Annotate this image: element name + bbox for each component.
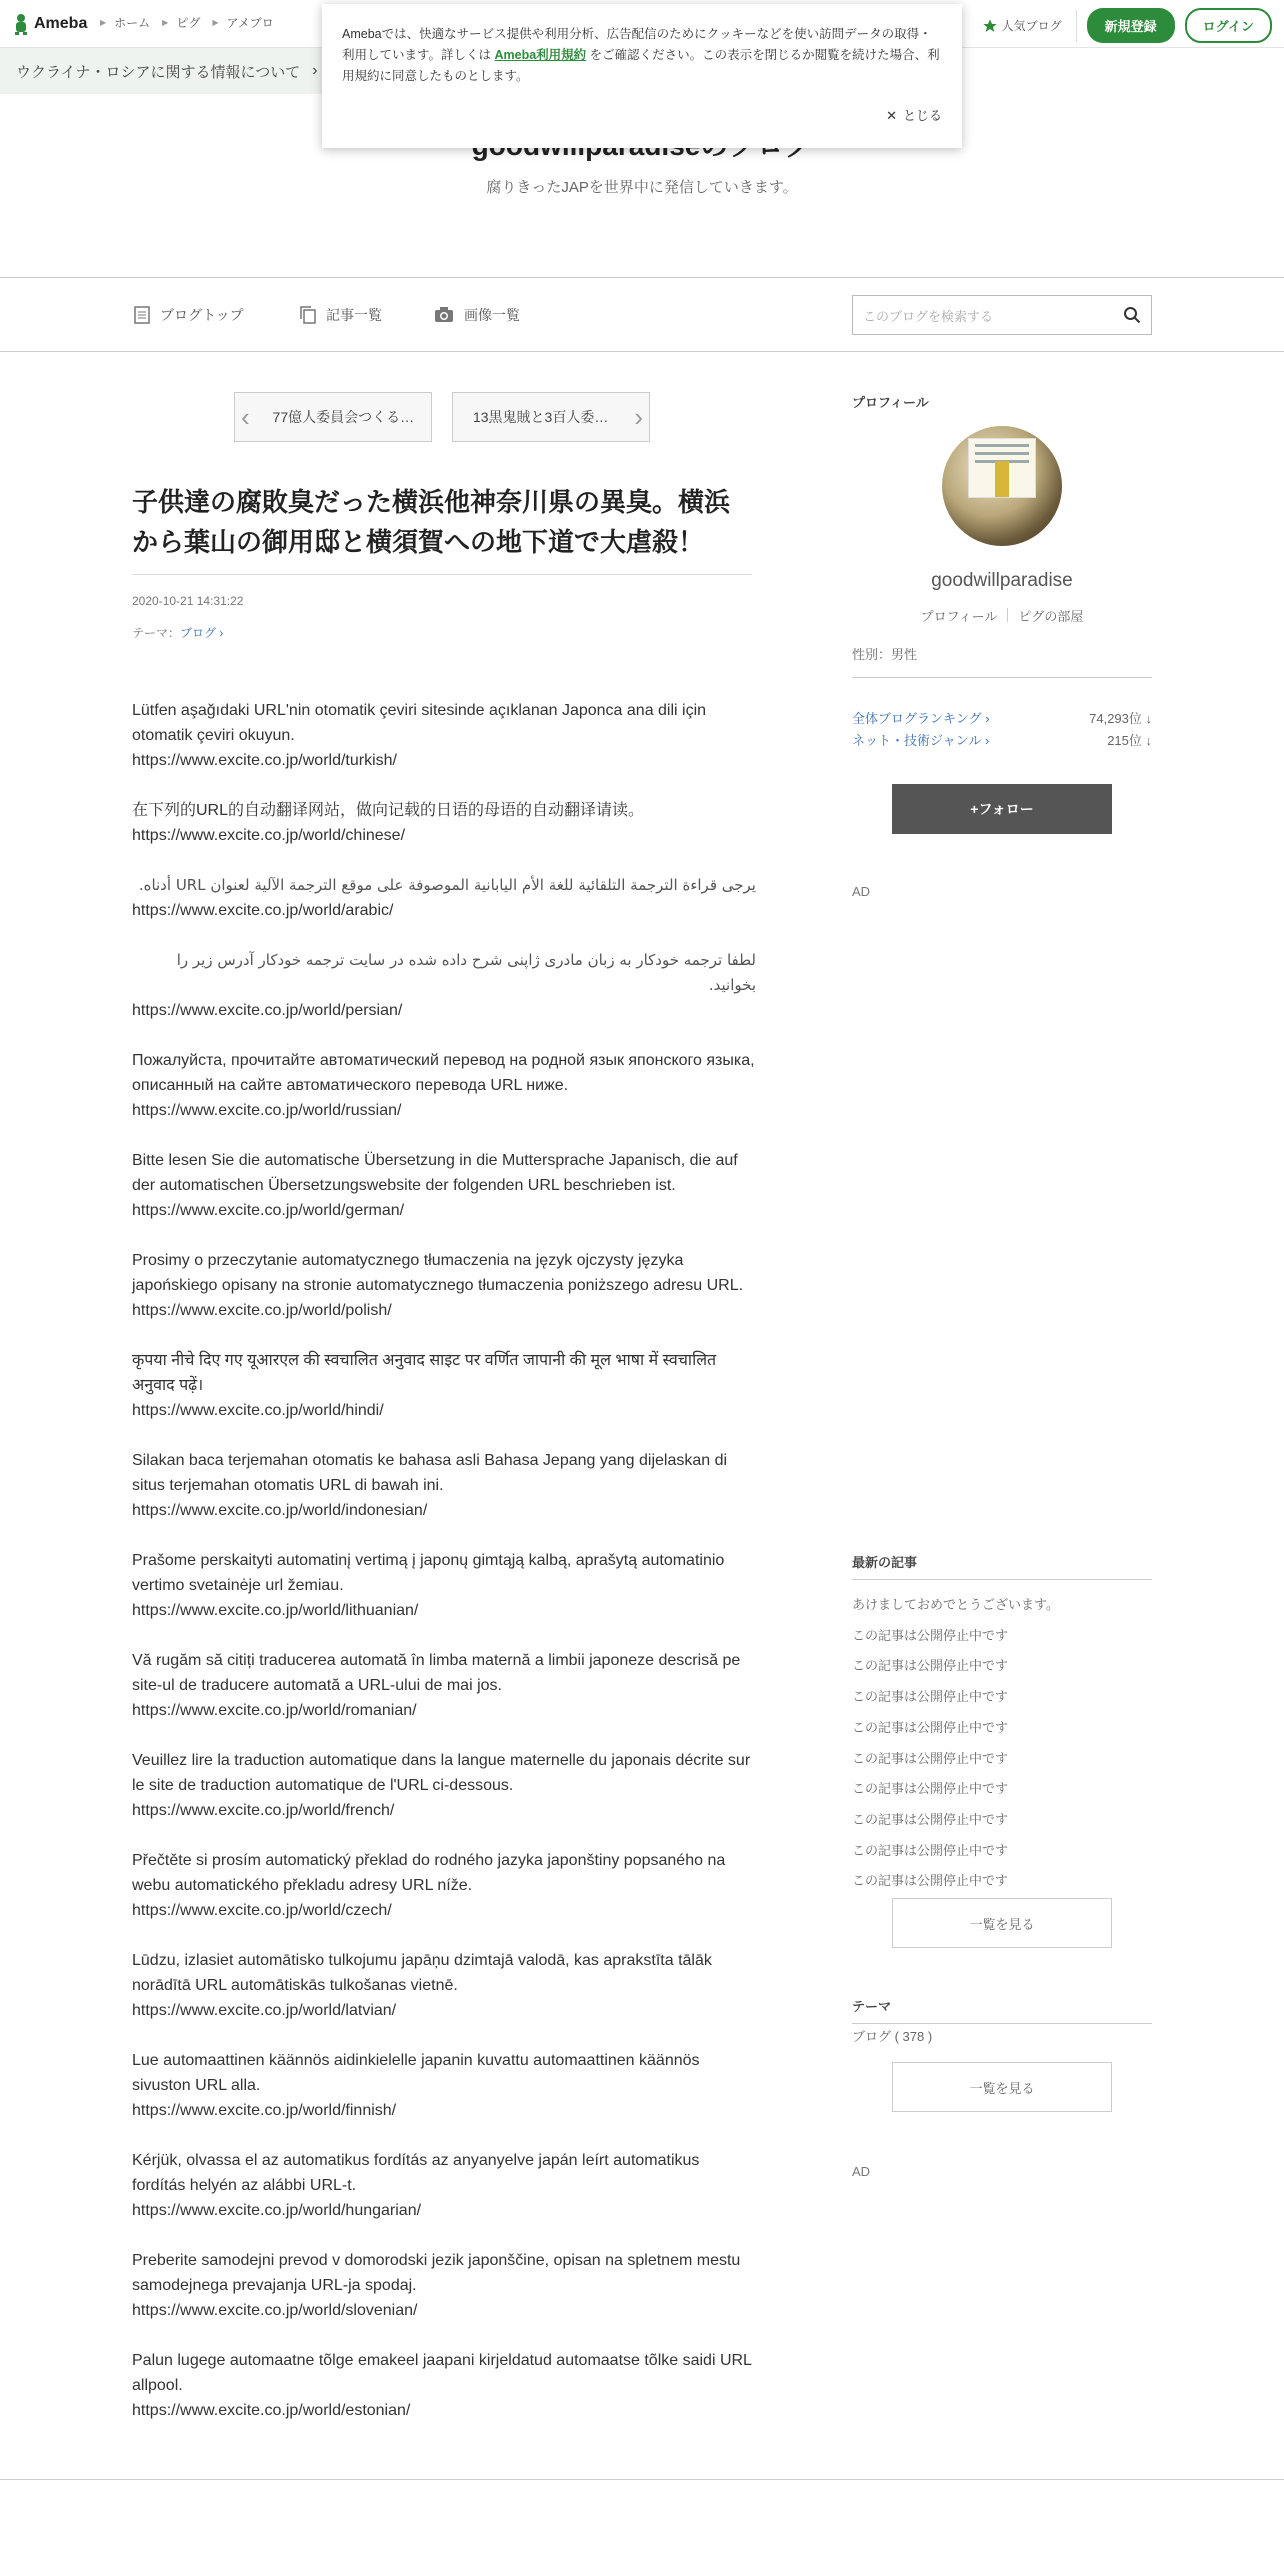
next-article-button[interactable]: 13黒鬼賊と3百人委… ›: [452, 392, 650, 442]
ameba-logo[interactable]: [12, 12, 87, 36]
article-paragraph: [132, 2048, 756, 2123]
article-paragraph: [132, 1248, 756, 1323]
paragraph-text: Vă rugăm să citiți traducerea automată în limba maternă a limbii japoneze descrisă pe site-ul de traducere automată a URL-ului de mai jos.: [132, 1652, 741, 1694]
recent-article-item[interactable]: この記事は公開停止中です: [852, 1750, 1009, 1766]
paragraph-text: Prašome perskaityti automatinį vertimą į japonų gimtąją kalbą, aprašytą automatinio vertimo svetainėje url žemiau.: [132, 1552, 725, 1594]
logo-text: Ameba: [34, 15, 88, 32]
paragraph-url: https://www.excite.co.jp/world/romanian/: [132, 1702, 417, 1719]
info-banner-text: ウクライナ・ロシアに関する情報について: [16, 63, 301, 81]
article-paragraph: [132, 2148, 756, 2223]
chevron-right-icon: ›: [216, 626, 224, 640]
paragraph-text: يرجى قراءة الترجمة التلقائية للغة الأم اليابانية الموصوفة على موقع الترجمة الآلية لعنوان URL أدناه.: [138, 876, 756, 894]
follow-button[interactable]: + フォロー: [892, 784, 1112, 834]
theme-heading: テーマ: [852, 1996, 1152, 2024]
header-actions: [982, 8, 1272, 43]
article-date: 2020-10-21 14:31:22: [132, 594, 244, 608]
recent-article-item[interactable]: この記事は公開停止中です: [852, 1719, 1009, 1735]
info-banner[interactable]: [0, 48, 334, 94]
recent-article-item[interactable]: この記事は公開停止中です: [852, 1781, 1009, 1797]
ranking-row[interactable]: [852, 730, 1152, 749]
paragraph-text: Prosimy o przeczytanie automatycznego tłumaczenia na język ojczysty języka japońskiego opisany na stronie automatycznego tłumaczenia poniższego adresu URL.: [132, 1252, 744, 1294]
profile-avatar[interactable]: [942, 426, 1062, 546]
theme-link[interactable]: ブログ: [180, 626, 217, 640]
article-paragraph: [132, 1848, 756, 1923]
paragraph-url: https://www.excite.co.jp/world/german/: [132, 1202, 405, 1219]
paragraph-text: Kérjük, olvassa el az automatikus fordítás az anyanyelve japán leírt automatikus fordítás helyén az alábbi URL-t.: [132, 2152, 700, 2194]
recent-article-item[interactable]: この記事は公開停止中です: [852, 1658, 1009, 1674]
article-body: [132, 698, 756, 2448]
cookie-consent-dialog: [322, 4, 962, 148]
paragraph-text: कृपया नीचे दिए गए यूआरएल की स्वचालित अनुवाद साइट पर वर्णित जापानी की मूल भाषा में स्वचालित अनुवाद पढ़ें।: [132, 1352, 717, 1394]
popular-blog-link[interactable]: 人気ブログ: [982, 10, 1077, 42]
paragraph-url: https://www.excite.co.jp/world/hindi/: [132, 1402, 384, 1419]
article-paragraph: [132, 1148, 756, 1223]
paragraph-text: Lūdzu, izlasiet automātisko tulkojumu japāņu dzimtajā valodā, kas aprakstīta tālāk norādītā URL automātiskās tulkošanas vietnē.: [132, 1952, 712, 1994]
ranking-value: 74,293位 ↓: [1089, 711, 1152, 726]
theme-item[interactable]: ブログ ( 378 ): [852, 2029, 933, 2044]
cookie-text-2: をご確認ください。この表示を閉じるか閲覧を続けた場合、利用規約に同意したものとします。: [342, 48, 940, 83]
article-paragraph: [132, 1748, 756, 1823]
paragraph-text: Palun lugege automaatne tõlge emakeel jaapani kirjeldatud automaatse tõlke saidi URL allpool.: [132, 2352, 752, 2394]
ranking-value: 215位 ↓: [1107, 733, 1152, 748]
copy-icon: [300, 306, 316, 324]
article-paragraph: [132, 1048, 756, 1123]
star-icon: [982, 18, 998, 34]
paragraph-text: Přečtěte si prosím automatický překlad do rodného jazyka japonštiny popsaného na webu automatického překladu adresy URL níže.: [132, 1852, 726, 1894]
recent-article-item[interactable]: この記事は公開停止中です: [852, 1689, 1009, 1705]
article-paragraph: [132, 798, 756, 848]
recent-article-item[interactable]: この記事は公開停止中です: [852, 1842, 1009, 1858]
cookie-close-button[interactable]: ✕ とじる: [886, 105, 942, 126]
chevron-right-icon: ▶: [162, 18, 169, 27]
paragraph-url: https://www.excite.co.jp/world/lithuanian/: [132, 1602, 419, 1619]
paragraph-text: لطفا ترجمه خودکار به زبان مادری ژاپنی شرح داده شده در سایت ترجمه خودکار آدرس زیر را بخوانید.: [176, 951, 756, 994]
chevron-right-icon: ›: [634, 402, 643, 432]
recent-article-item[interactable]: この記事は公開停止中です: [852, 1873, 1009, 1889]
search-placeholder: このブログを検索する: [863, 308, 994, 324]
paragraph-url: https://www.excite.co.jp/world/czech/: [132, 1902, 392, 1919]
login-button[interactable]: ログイン: [1185, 8, 1272, 43]
ad-label: AD: [852, 884, 871, 899]
paragraph-text: Lütfen aşağıdaki URL'nin otomatik çeviri sitesinde açıklanan Japonca ana dili için otomatik çeviri okuyun.: [132, 702, 707, 744]
paragraph-text: Silakan baca terjemahan otomatis ke bahasa asli Bahasa Jepang yang dijelaskan di situs terjemahan otomatis URL di bawah ini.: [132, 1452, 728, 1494]
paragraph-url: https://www.excite.co.jp/world/russian/: [132, 1102, 402, 1119]
recent-articles-heading: 最新の記事: [852, 1552, 1152, 1580]
profile-links: [852, 606, 1152, 625]
paragraph-text: Preberite samodejni prevod v domorodski jezik japonščine, opisan na spletnem mestu samodejnega prevajanja URL-ja spodaj.: [132, 2252, 741, 2294]
paragraph-url: https://www.excite.co.jp/world/latvian/: [132, 2002, 397, 2019]
image-list-link[interactable]: 画像一覧: [434, 305, 520, 325]
paragraph-url: https://www.excite.co.jp/world/french/: [132, 1802, 395, 1819]
plus-icon: +: [970, 801, 979, 817]
article-paragraph: [132, 1548, 756, 1623]
chevron-right-icon: ▶: [100, 18, 107, 27]
global-nav: [100, 14, 286, 31]
nav-ameblo[interactable]: ▶ アメブロ: [212, 16, 274, 30]
nav-home[interactable]: ▶ ホーム: [100, 16, 151, 30]
profile-heading: プロフィール: [852, 395, 929, 410]
paragraph-url: https://www.excite.co.jp/world/chinese/: [132, 827, 406, 844]
article-theme: テーマ：ブログ ›: [132, 626, 224, 640]
blog-nav: [0, 279, 1284, 352]
paragraph-url: https://www.excite.co.jp/world/hungarian/: [132, 2202, 422, 2219]
article-paragraph: [132, 698, 756, 773]
blog-top-link[interactable]: ブログトップ: [134, 305, 244, 325]
paragraph-url: https://www.excite.co.jp/world/indonesian/: [132, 1502, 428, 1519]
article-paragraph: [132, 1648, 756, 1723]
paragraph-text: Пожалуйста, прочитайте автоматический перевод на родной язык японского языка, описанный на сайте автоматического перевода URL ниже.: [132, 1052, 755, 1094]
entries-list-link[interactable]: 記事一覧: [300, 305, 382, 325]
chevron-right-icon: ›: [312, 62, 318, 79]
recent-article-item[interactable]: この記事は公開停止中です: [852, 1811, 1009, 1827]
paragraph-text: Veuillez lire la traduction automatique dans la langue maternelle du japonais décrite sur le site de traduction automatique de l'URL ci-dessous.: [132, 1752, 751, 1794]
profile-gender: 性別：男性: [852, 644, 1152, 678]
nav-pig[interactable]: ▶ ピグ: [162, 16, 201, 30]
ranking-name[interactable]: 全体ブログランキング ›: [852, 711, 990, 726]
article-paragraph: [132, 2348, 756, 2423]
paragraph-text: Bitte lesen Sie die automatische Übersetzung in die Muttersprache Japanisch, die auf der automatischen Übersetzungswebsite der folgenden URL beschrieben ist.: [132, 1152, 738, 1194]
pig-room-link[interactable]: ピグの部屋: [1018, 609, 1084, 624]
search-icon[interactable]: [1123, 306, 1141, 324]
see-all-themes-button[interactable]: 一覧を見る: [892, 2062, 1112, 2112]
avatar-image: [968, 438, 1036, 498]
document-icon: [134, 306, 150, 324]
chevron-left-icon: ‹: [241, 402, 250, 432]
chevron-right-icon: ▶: [212, 18, 219, 27]
ameba-mascot-icon: [12, 12, 30, 36]
profile-username[interactable]: goodwillparadise: [931, 570, 1073, 591]
camera-icon: [434, 307, 454, 323]
paragraph-url: https://www.excite.co.jp/world/arabic/: [132, 902, 394, 919]
recent-article-item[interactable]: あけましておめでとうございます。: [852, 1597, 1059, 1612]
paragraph-url: https://www.excite.co.jp/world/persian/: [132, 1002, 403, 1019]
paragraph-url: https://www.excite.co.jp/world/finnish/: [132, 2102, 397, 2119]
cookie-text-1: Amebaでは、快適なサービス提供や利用分析、広告配信のためにクッキーなどを使い訪問データの取得・利用しています。詳しくは: [342, 27, 932, 62]
paragraph-url: https://www.excite.co.jp/world/slovenian/: [132, 2302, 418, 2319]
prev-article-button[interactable]: ‹ 77億人委員会つくる…: [234, 392, 432, 442]
article-title: 子供達の腐敗臭だった横浜他神奈川県の異臭。横浜から葉山の御用邸と横須賀への地下道で大虐殺！: [132, 482, 752, 575]
close-icon: ✕: [886, 108, 897, 123]
paragraph-text: Lue automaattinen käännös aidinkielelle japanin kuvattu automaattinen käännös sivuston URL alla.: [132, 2052, 700, 2094]
ad-label: AD: [852, 2164, 871, 2179]
paragraph-url: https://www.excite.co.jp/world/polish/: [132, 1302, 392, 1319]
article-paragraph: [132, 2248, 756, 2323]
recent-article-item[interactable]: この記事は公開停止中です: [852, 1627, 1009, 1643]
signup-button[interactable]: 新規登録: [1087, 8, 1175, 43]
article-paragraph: [132, 873, 756, 923]
footer-divider: [0, 2479, 1284, 2480]
article-paragraph: [132, 1948, 756, 2023]
paragraph-text: 在下列的URL的自动翻译网站，做向记载的日语的母语的自动翻译请读。: [132, 802, 645, 819]
paragraph-url: https://www.excite.co.jp/world/turkish/: [132, 752, 397, 769]
ranking-row[interactable]: [852, 708, 1152, 727]
ranking-name[interactable]: ネット・技術ジャンル ›: [852, 733, 990, 748]
profile-link[interactable]: プロフィール: [920, 609, 998, 624]
article-paragraph: [132, 1448, 756, 1523]
blog-search-input[interactable]: [852, 295, 1152, 335]
terms-link[interactable]: Ameba利用規約: [494, 48, 587, 62]
article-paragraph: [132, 1348, 756, 1423]
blog-description: 腐りきったJAPを世界中に発信していきます。: [486, 179, 798, 196]
paragraph-url: https://www.excite.co.jp/world/estonian/: [132, 2402, 411, 2419]
article-paragraph: [132, 948, 756, 1023]
see-all-articles-button[interactable]: 一覧を見る: [892, 1898, 1112, 1948]
